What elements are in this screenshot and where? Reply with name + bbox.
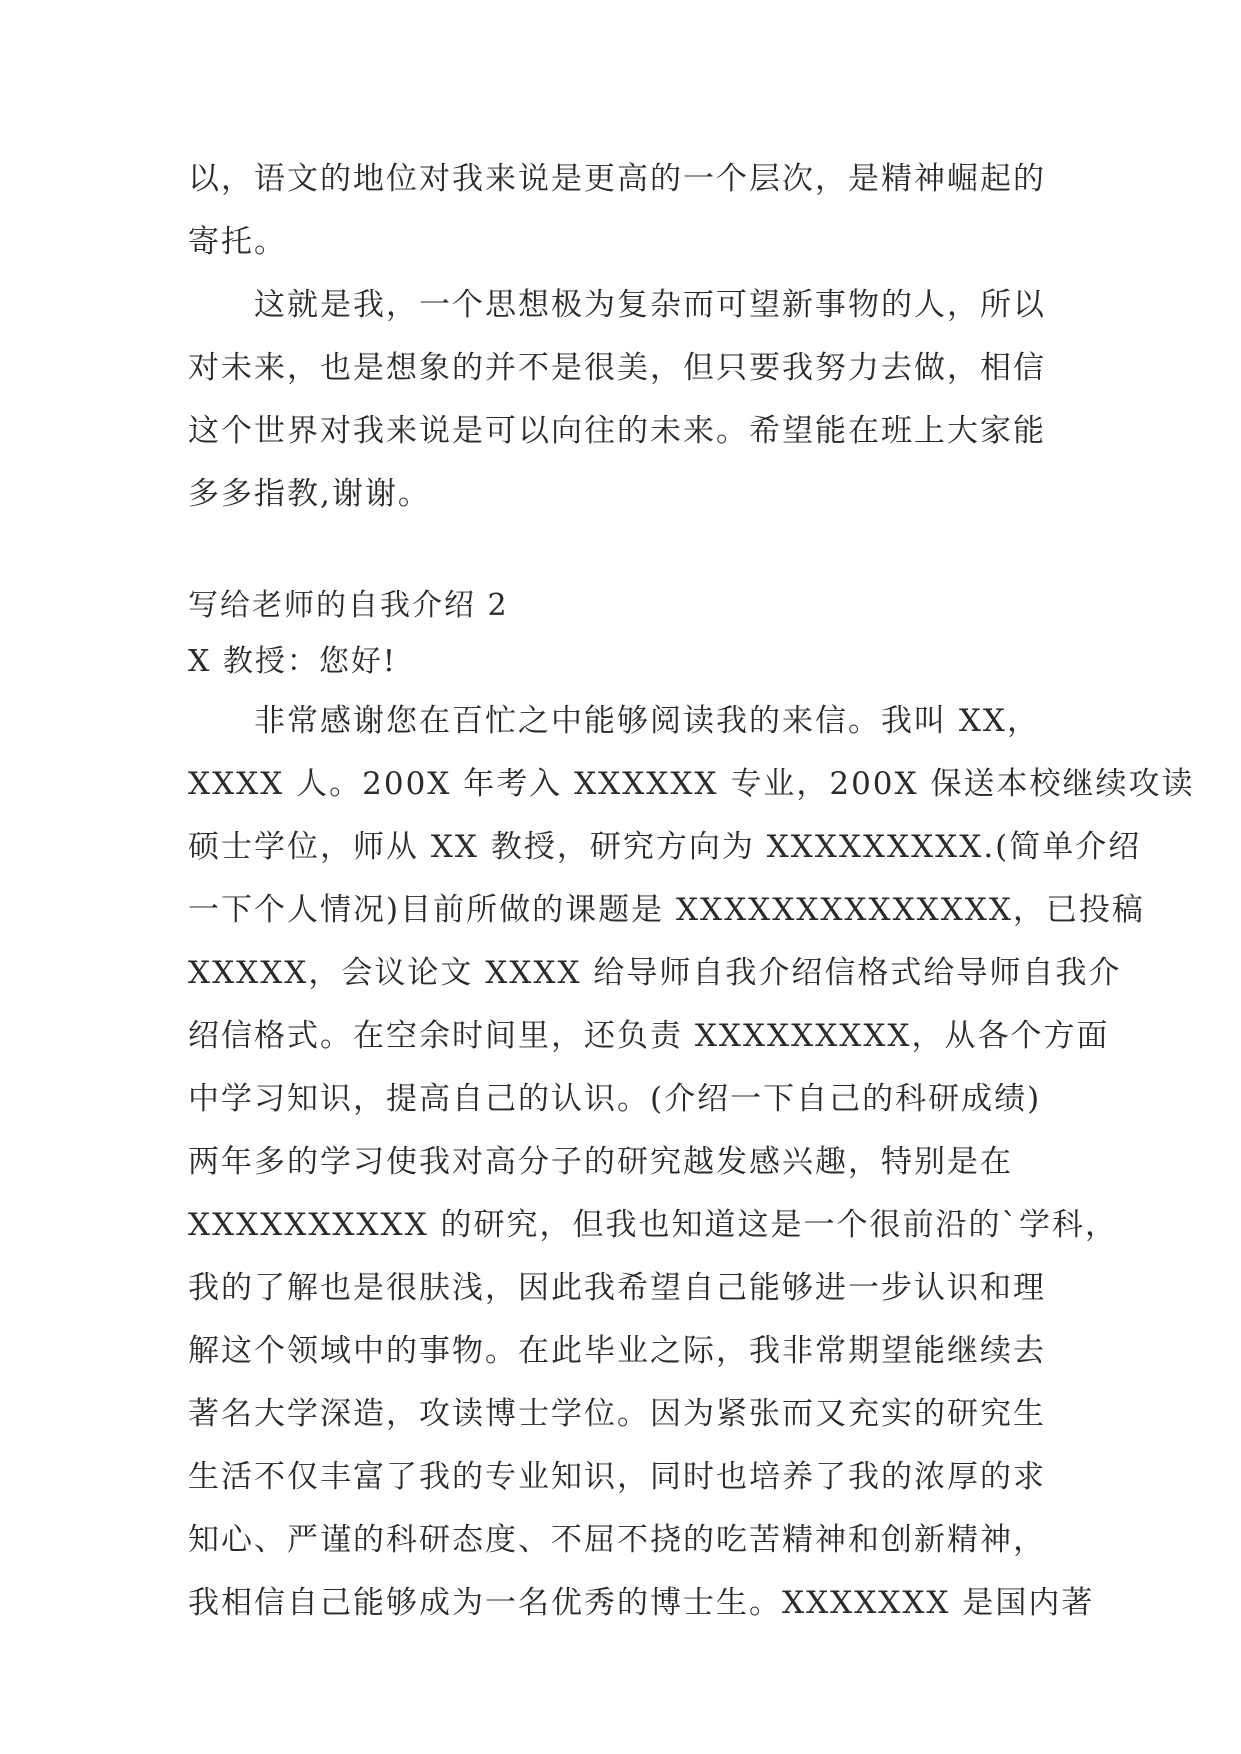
text-line: 对未来，也是想象的并不是很美，但只要我努力去做，相信 [188,350,1046,386]
document-body [188,148,1195,1635]
paragraph-spacer [188,526,1060,578]
text-line: 硕士学位，师从 XX 教授，研究方向为 XXXXXXXXX.(简单介绍 [188,829,1142,865]
paragraph-closing [188,274,1060,526]
text-line: 多多指教,谢谢。 [188,476,431,512]
text-line: 绍信格式。在空余时间里，还负责 XXXXXXXXX，从各个方面 [188,1018,1110,1054]
text-line: 非常感谢您在百忙之中能够阅读我的来信。我叫 XX， [254,703,1040,739]
text-line: 知心、严谨的科研态度、不屈不挠的吃苦精神和创新精神， [188,1522,1046,1558]
text-line: 这就是我，一个思想极为复杂而可望新事物的人，所以 [254,287,1046,323]
paragraph-continuation [188,148,1060,274]
text-line: XXXX 人。200X 年考入 XXXXXX 专业，200X 保送本校继续攻读 [188,766,1195,802]
text-line: 我相信自己能够成为一名优秀的博士生。XXXXXXX 是国内著 [188,1585,1095,1621]
text-line: 解这个领域中的事物。在此毕业之际，我非常期望能继续去 [188,1333,1046,1369]
text-line: 生活不仅丰富了我的专业知识，同时也培养了我的浓厚的求 [188,1459,1046,1495]
text-line: 一下个人情况)目前所做的课题是 XXXXXXXXXXXXXX，已投稿 [188,892,1145,928]
letter-body-paragraph [188,690,1195,1635]
text-line: 著名大学深造，攻读博士学位。因为紧张而又充实的研究生 [188,1396,1046,1432]
text-line: 以，语文的地位对我来说是更高的一个层次，是精神崛起的 [188,161,1046,197]
letter-greeting: X 教授：您好! [188,644,397,679]
text-line: 两年多的学习使我对高分子的研究越发感兴趣，特别是在 [188,1144,1013,1180]
section-title: 写给老师的自我介绍 2 [188,588,509,623]
text-line: 寄托。 [188,224,287,260]
text-line: XXXXXXXXXX 的研究，但我也知道这是一个很前沿的`学科， [188,1207,1119,1243]
text-line: 中学习知识，提高自己的认识。(介绍一下自己的科研成绩) [188,1081,1042,1117]
text-line: 这个世界对我来说是可以向往的未来。希望能在班上大家能 [188,413,1046,449]
text-line: 我的了解也是很肤浅，因此我希望自己能够进一步认识和理 [188,1270,1046,1306]
text-line: XXXXX，会议论文 XXXX 给导师自我介绍信格式给导师自我介 [188,955,1122,991]
